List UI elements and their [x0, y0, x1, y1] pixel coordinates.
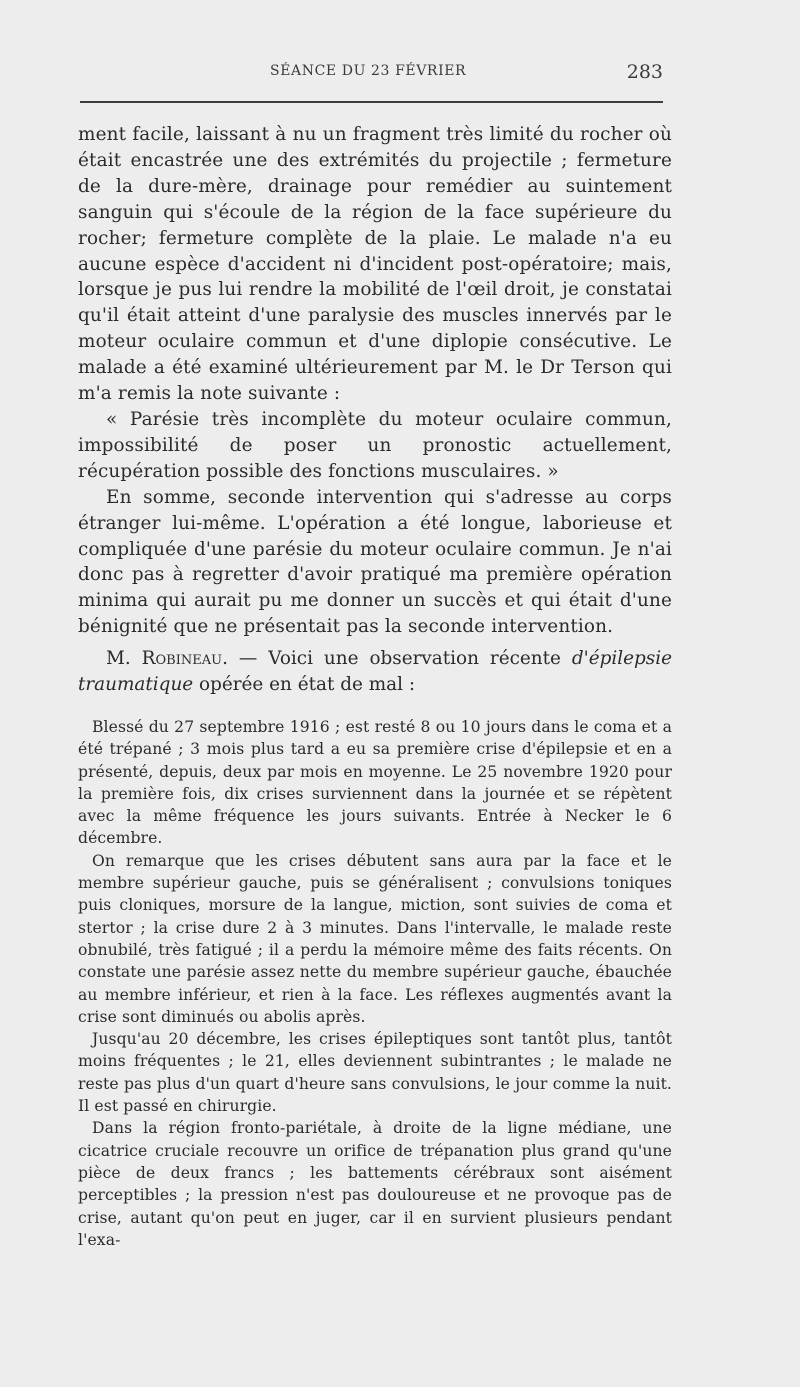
case-paragraph-exam: Dans la région fronto-pariétale, à droite de la ligne médiane, une cicatrice cruciale recouvre un orifice de trépanation plus grand qu'une pièce de deux francs ; les battements cérébraux sont aisément perceptibles ; la pression n'est pas douloureuse et ne provoque pas de crise, autant qu'on peut en juger, car il en survient plusieurs pendant l'exa- — [78, 1119, 672, 1249]
case-report — [78, 716, 672, 1251]
case-paragraph-course: Jusqu'au 20 décembre, les crises épileptiques sont tantôt plus, tantôt moins fréquentes ; le 21, elles deviennent subintrantes ; le malade ne reste pas plus d'un quart d'heure sans convulsions, le jour comme la nuit. Il est passé en chirurgie. — [78, 1030, 672, 1116]
page-number: 283 — [626, 61, 663, 83]
header-rule — [80, 101, 663, 103]
running-head — [80, 63, 663, 89]
case-paragraph-history: Blessé du 27 septembre 1916 ; est resté 8 ou 10 jours dans le coma et a été trépané ; 3 mois plus tard a eu sa première crise d'épilepsie et en a présenté, depuis, deux par mois en moyenne. Le 25 novembre 1920 pour la première fois, dix crises surviennent dans la journée et se répètent avec la même fréquence les jours suivants. Entrée à Necker le 6 décembre. — [78, 718, 672, 848]
running-title: SÉANCE DU 23 FÉVRIER — [270, 63, 467, 79]
paragraph-continuation: ment facile, laissant à nu un fragment très limité du rocher où était encastrée une des extrémités du projectile ; fermeture de la dure-mère, drainage pour remédier au suintement sanguin qui s'écoule de la région de la face supérieure du rocher; fermeture complète de la plaie. Le malade n'a eu aucune espèce d'accident ni d'incident post-opératoire; mais, lorsque je pus lui rendre la mobilité de l'œil droit, je constatai qu'il était atteint d'une paralysie des muscles innervés par le moteur oculaire commun et d'une diplopie consécutive. Le malade a été examiné ultérieurement par M. le Dr Terson qui m'a remis la note suivante : — [78, 124, 672, 405]
paragraph-quotation: « Parésie très incomplète du moteur oculaire commun, impossibilité de poser un pronostic actuellement, récupération possible des fonctions musculaires. » — [78, 408, 672, 482]
speaker-intro: . — Voici une observation récente — [222, 648, 572, 669]
main-text — [78, 122, 672, 640]
speaker-outro: opérée en état de mal : — [193, 673, 416, 695]
observation-title: d'épilepsie traumatique — [78, 648, 672, 695]
speaker-prefix: M. — [106, 648, 131, 669]
paragraph-conclusion: En somme, seconde intervention qui s'adresse au corps étranger lui-même. L'opération a été longue, laborieuse et compliquée d'une parésie du moteur oculaire commun. Je n'ai donc pas à regretter d'avoir pratiqué ma première opération minima qui aurait pu me donner un succès et qui était d'une bénignité que ne présentait pas la seconde intervention. — [78, 486, 672, 638]
case-paragraph-symptoms: On remarque que les crises débutent sans aura par la face et le membre supérieur gauche, puis se généralisent ; convulsions toniques puis cloniques, morsure de la langue, miction, sont suivies de coma et stertor ; la crise dure 2 à 3 minutes. Dans l'intervalle, le malade reste obnubilé, très fatigué ; il a perdu la mémoire même des faits récents. On constate une parésie assez nette du membre supérieur gauche, ébauchée au membre inférieur, et rien à la face. Les réflexes augmentés avant la crise sont diminués ou abolis après. — [78, 851, 672, 1026]
speaker-name: Robineau — [141, 648, 223, 669]
speaker-paragraph — [78, 646, 672, 698]
